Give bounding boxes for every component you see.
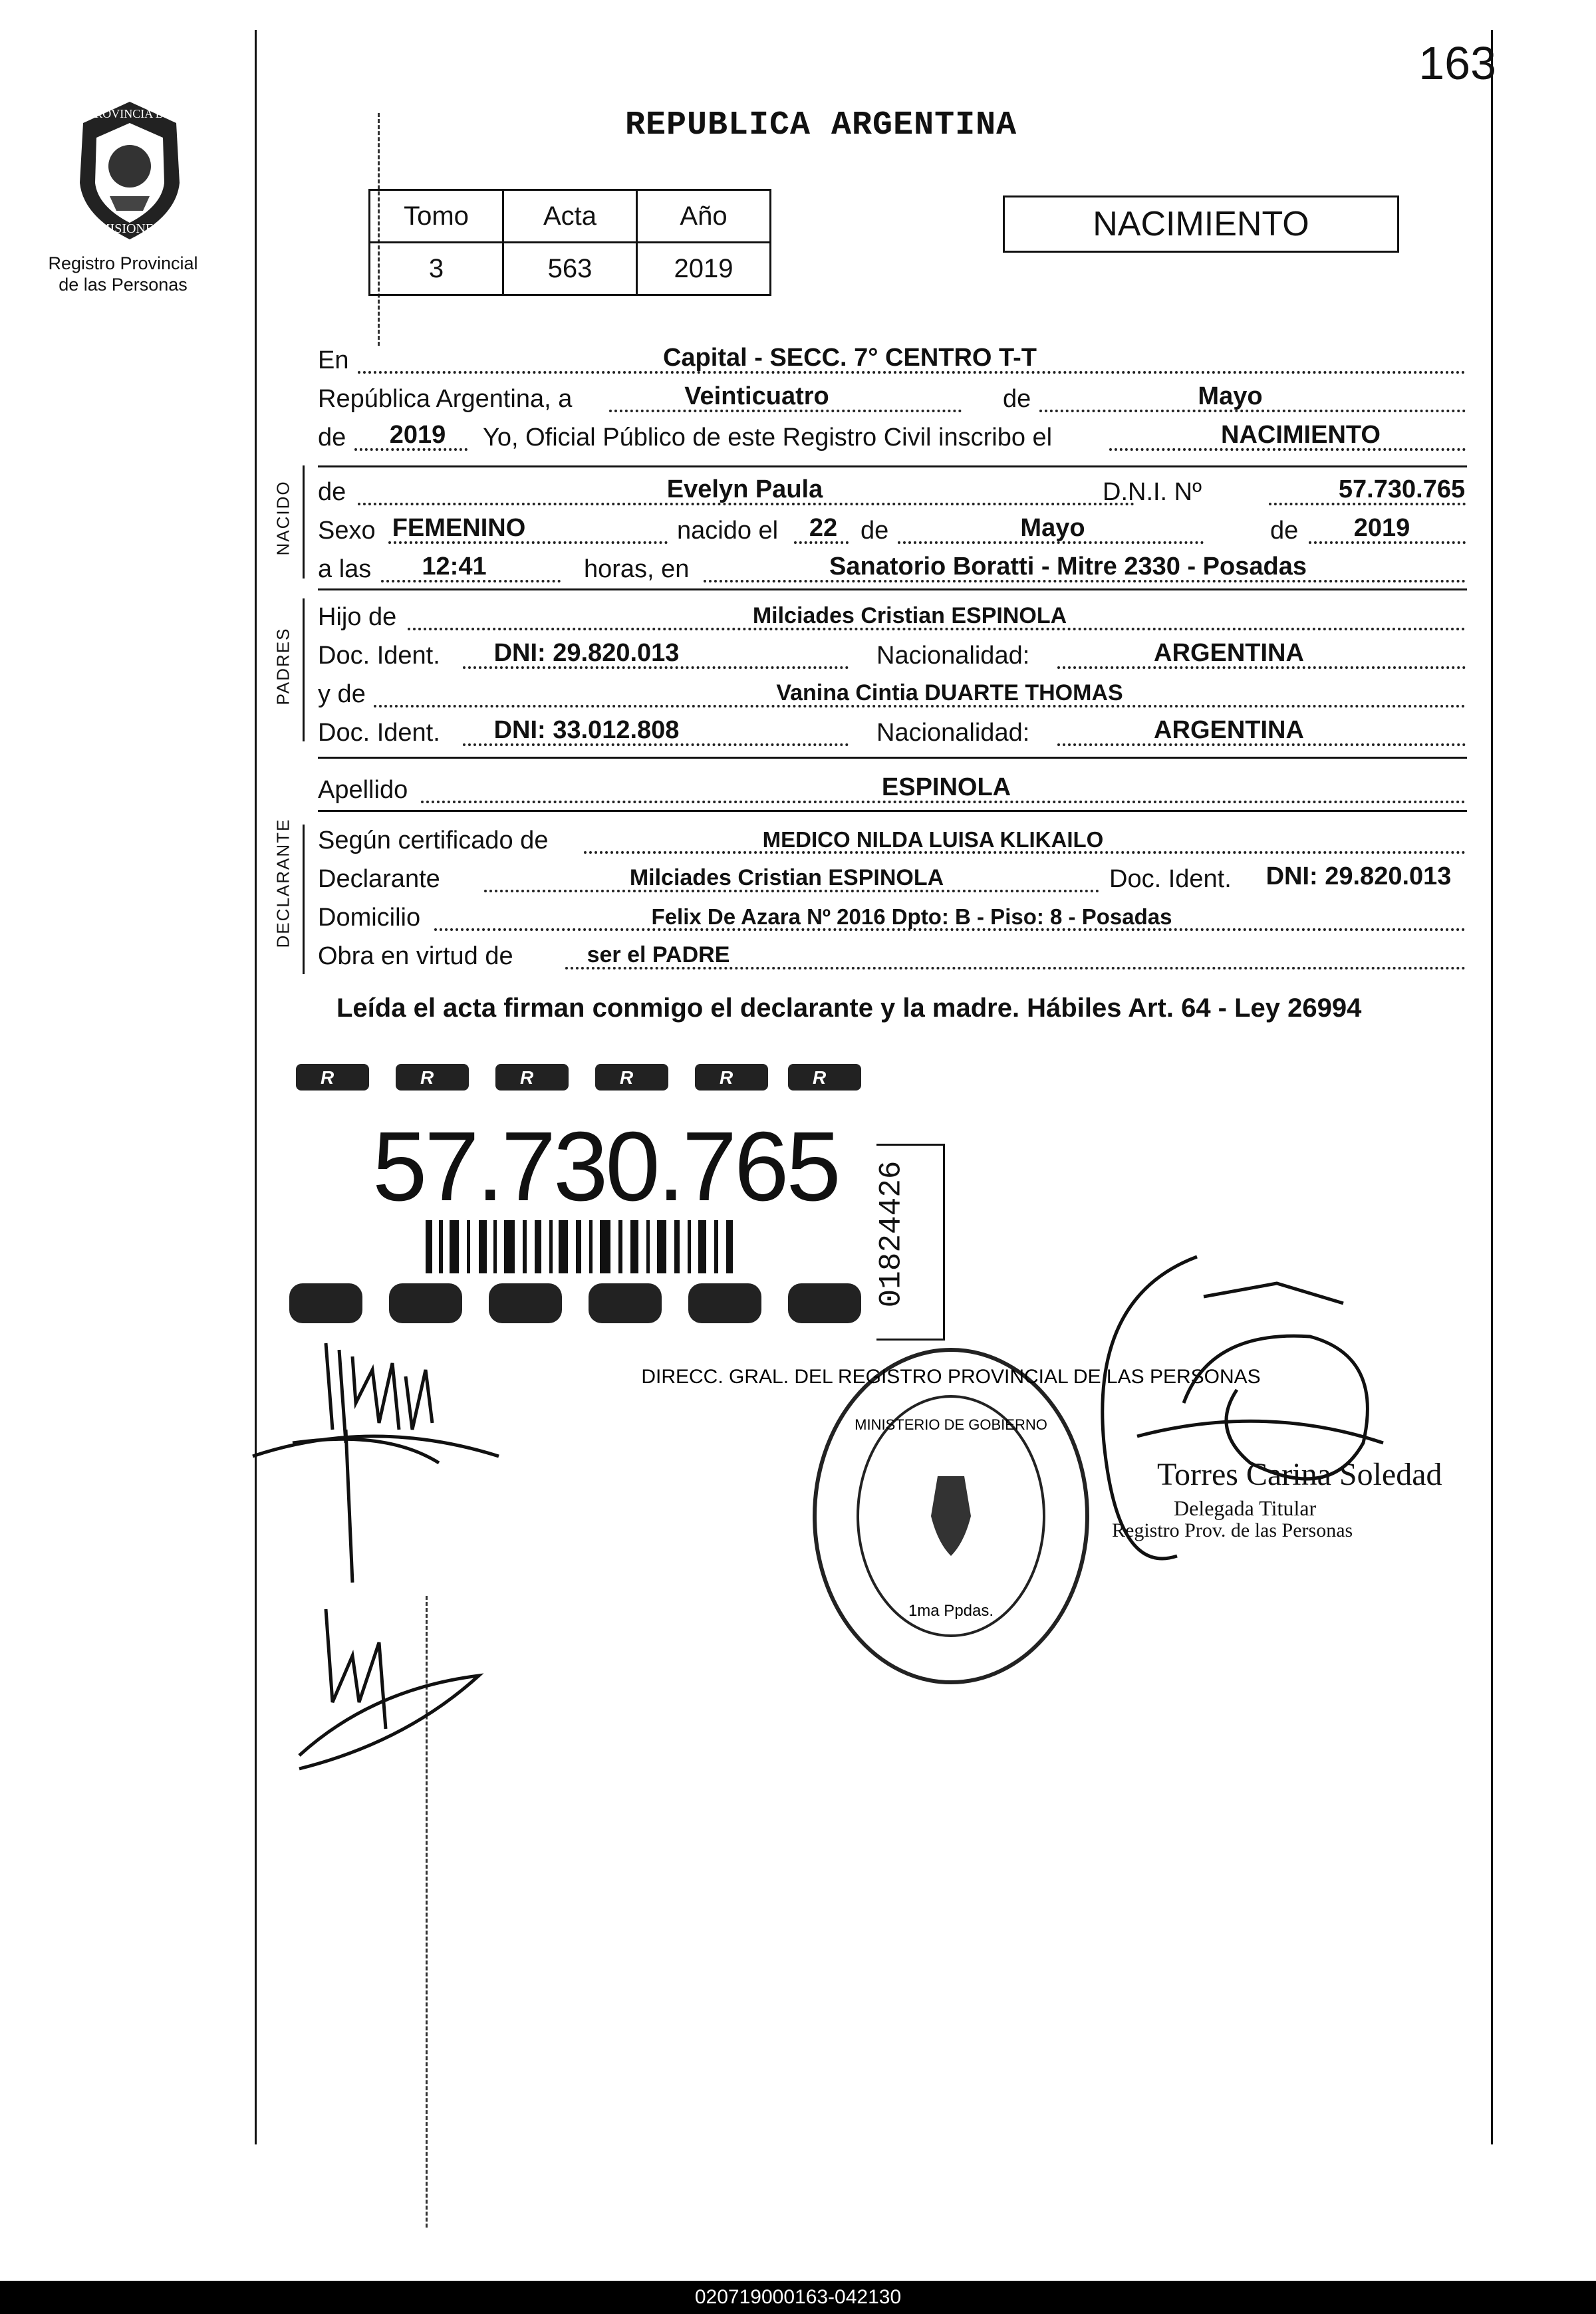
domicile-line: Domicilio Felix De Azara Nº 2016 Dpto: B - Piso: 8 - Posadas (318, 898, 1466, 935)
svg-text:MISIONES: MISIONES (98, 221, 162, 236)
signatory-role: Delegada Titular (1174, 1496, 1317, 1520)
divider-padres-top (318, 588, 1467, 590)
page-number: 163 (1418, 37, 1496, 89)
svg-text:DIRECC. GRAL. DEL REGISTRO PRO: DIRECC. GRAL. DEL REGISTRO PROVINCIAL DE LAS PERSONAS (641, 1366, 1261, 1388)
table-header-ano: Año (637, 190, 771, 243)
province-logo (63, 96, 196, 249)
act-type-box: NACIMIENTO (1003, 195, 1399, 253)
sticker-serial-number: 01824426 (874, 1160, 909, 1308)
footer-code-bar: 020719000163-042130 (0, 2281, 1596, 2314)
date-line: República Argentina, a Veinticuatro de Mayo (318, 379, 1466, 416)
svg-text:R: R (420, 1067, 434, 1088)
obra-line: Obra en virtud de ser el PADRE (318, 936, 1466, 973)
nacido-name-line: de Evelyn Paula D.N.I. Nº 57.730.765 (318, 475, 1466, 506)
right-margin-line (1491, 30, 1493, 2144)
nacido-time-line: a las 12:41 horas, en Sanatorio Boratti - Mitre 2330 - Posadas (318, 549, 1466, 586)
svg-text:R: R (620, 1067, 634, 1088)
table-header-acta: Acta (503, 190, 637, 243)
nacido-sex-line: Sexo FEMENINO nacido el 22 de Mayo de 2019 (318, 511, 1466, 548)
closing-text: Leída el acta firman conmigo el declarante y la madre. Hábiles Art. 64 - Ley 26994 (336, 993, 1362, 1023)
declarant-line: Declarante Milciades Cristian ESPINOLA Doc. Ident. DNI: 29.820.013 (318, 862, 1452, 893)
table-value-acta: 563 (503, 243, 637, 295)
svg-text:MINISTERIO DE GOBIERNO: MINISTERIO DE GOBIERNO (855, 1416, 1047, 1433)
registry-table (368, 189, 771, 296)
place-line: En Capital - SECC. 7° CENTRO T-T (318, 340, 1466, 378)
bracket-nacido (303, 465, 305, 578)
table-value-tomo: 3 (370, 243, 503, 295)
svg-text:R: R (321, 1067, 334, 1088)
signatory-office: Registro Prov. de las Personas (1112, 1519, 1353, 1541)
table-header-tomo: Tomo (370, 190, 503, 243)
sticker-dni-number: 57.730.765 (372, 1112, 839, 1221)
svg-text:1ma Ppdas.: 1ma Ppdas. (908, 1602, 994, 1620)
bracket-padres (303, 598, 305, 741)
divider-declarante-top (318, 810, 1467, 812)
section-label-declarante: DECLARANTE (273, 818, 293, 948)
father-line: Hijo de Milciades Cristian ESPINOLA (318, 597, 1466, 634)
page-title: REPUBLICA ARGENTINA (625, 106, 1017, 144)
divider-apellido-top (318, 757, 1467, 759)
svg-text:R: R (520, 1067, 534, 1088)
svg-text:PROVINCIA DE: PROVINCIA DE (88, 107, 172, 120)
table-value-ano: 2019 (637, 243, 771, 295)
bracket-declarante (303, 825, 305, 974)
section-label-nacido: NACIDO (273, 480, 293, 556)
logo-caption: Registro Provincial de las Personas (48, 253, 198, 295)
divider-nacido-top (318, 465, 1467, 467)
section-label-padres: PADRES (273, 627, 293, 706)
left-margin-line (255, 30, 257, 2144)
signatory-name: Torres Carina Soledad (1157, 1457, 1442, 1492)
year-line: de 2019 Yo, Oficial Público de este Registro Civil inscribo el NACIMIENTO (318, 418, 1466, 455)
certificate-line: Según certificado de MEDICO NILDA LUISA KLIKAILO (318, 821, 1466, 858)
father-doc-line: Doc. Ident. DNI: 29.820.013 Nacionalidad: ARGENTINA (318, 636, 1466, 673)
svg-text:R: R (720, 1067, 733, 1088)
mother-line: y de Vanina Cintia DUARTE THOMAS (318, 674, 1466, 711)
apellido-line: Apellido ESPINOLA (318, 770, 1466, 807)
declarant-signature (239, 1330, 505, 1799)
mother-doc-line: Doc. Ident. DNI: 33.012.808 Nacionalidad: ARGENTINA (318, 713, 1466, 750)
svg-text:R: R (813, 1067, 827, 1088)
